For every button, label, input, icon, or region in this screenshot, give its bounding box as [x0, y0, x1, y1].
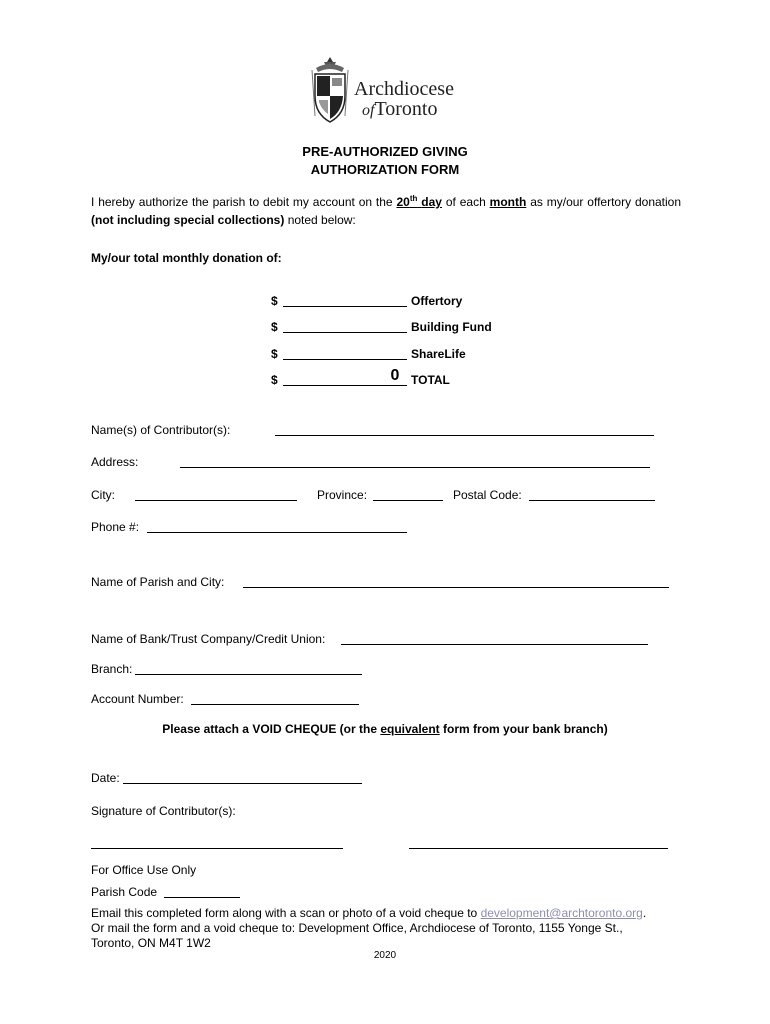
city-field[interactable] [135, 500, 297, 501]
total-amount-field[interactable] [283, 385, 407, 386]
date-label: Date: [91, 771, 120, 785]
bank-name-label: Name of Bank/Trust Company/Credit Union: [91, 632, 326, 646]
intro-part2: of each [441, 195, 490, 209]
phone-label: Phone #: [91, 520, 140, 534]
intro-part1: I hereby authorize the parish to debit my account on the [91, 195, 397, 209]
offertory-label: Offertory [411, 294, 463, 308]
page-title-line2: AUTHORIZATION FORM [310, 162, 460, 177]
office-use-heading: For Office Use Only [91, 863, 197, 877]
sharelife-amount-field[interactable] [283, 359, 407, 360]
date-field[interactable] [123, 783, 362, 784]
intro-day-sup: th [409, 194, 418, 203]
signature-label: Signature of Contributor(s): [91, 804, 236, 818]
total-label: TOTAL [411, 373, 450, 387]
void-note-underlined: equivalent [380, 722, 440, 736]
postal-code-label: Postal Code: [453, 488, 522, 502]
intro-part3: as my/our offertory donation [526, 195, 682, 209]
signature-field-2[interactable] [409, 848, 668, 849]
footer-mail-line1: Or mail the form and a void cheque to: Development Office, Archdiocese of Toronto, 1155 Yonge St., [91, 921, 623, 935]
void-cheque-note [0, 722, 770, 736]
signature-field-1[interactable] [91, 848, 343, 849]
void-note-part2: form from your bank branch) [439, 722, 608, 736]
intro-day-word: day [421, 195, 442, 209]
footer-email-prefix: Email this completed form along with a scan or photo of a void cheque to [91, 906, 481, 920]
intro-day-num: 20 [396, 195, 410, 209]
intro-part4: noted below: [284, 213, 356, 227]
footer-email-line [91, 906, 646, 920]
contributor-names-label: Name(s) of Contributor(s): [91, 423, 231, 437]
postal-code-field[interactable] [529, 500, 655, 501]
footer-email-suffix: . [642, 906, 647, 920]
parish-city-label: Name of Parish and City: [91, 575, 225, 589]
footer-mail-line2: Toronto, ON M4T 1W2 [91, 936, 211, 950]
intro-bold-note: (not including special collections) [91, 213, 285, 227]
building-fund-label: Building Fund [411, 320, 492, 334]
parish-code-field[interactable] [164, 897, 240, 898]
intro-day [396, 195, 442, 209]
currency-symbol: $ [271, 347, 278, 361]
address-field[interactable] [180, 467, 650, 468]
city-label: City: [91, 488, 115, 502]
branch-label: Branch: [91, 662, 133, 676]
contributor-names-field[interactable] [275, 435, 654, 436]
currency-symbol: $ [271, 373, 278, 387]
logo [308, 56, 468, 126]
footer-year: 2020 [373, 950, 397, 961]
offertory-amount-field[interactable] [283, 306, 407, 307]
logo-line2 [362, 98, 438, 122]
authorization-intro [91, 190, 681, 229]
email-link[interactable]: development@archtoronto.org [480, 906, 643, 920]
parish-code-label: Parish Code [91, 885, 158, 899]
phone-field[interactable] [147, 532, 407, 533]
coat-of-arms-icon [310, 56, 350, 124]
province-label: Province: [317, 488, 368, 502]
account-number-field[interactable] [191, 704, 359, 705]
branch-field[interactable] [135, 674, 362, 675]
void-note-part1: Please attach a VOID CHEQUE (or the [162, 722, 381, 736]
address-label: Address: [91, 455, 139, 469]
sharelife-label: ShareLife [411, 347, 466, 361]
logo-of: of [362, 102, 375, 119]
currency-symbol: $ [271, 320, 278, 334]
donation-heading: My/our total monthly donation of: [91, 251, 282, 265]
page-title-line1: PRE-AUTHORIZED GIVING [302, 144, 468, 159]
parish-city-field[interactable] [243, 587, 669, 588]
currency-symbol: $ [271, 294, 278, 308]
total-amount-value: 0 [390, 367, 400, 384]
building-fund-amount-field[interactable] [283, 332, 407, 333]
bank-name-field[interactable] [341, 644, 648, 645]
logo-line1: Archdiocese [354, 78, 454, 100]
province-field[interactable] [373, 500, 443, 501]
intro-month: month [489, 195, 527, 209]
account-number-label: Account Number: [91, 692, 184, 706]
logo-name: Toronto [374, 98, 438, 120]
